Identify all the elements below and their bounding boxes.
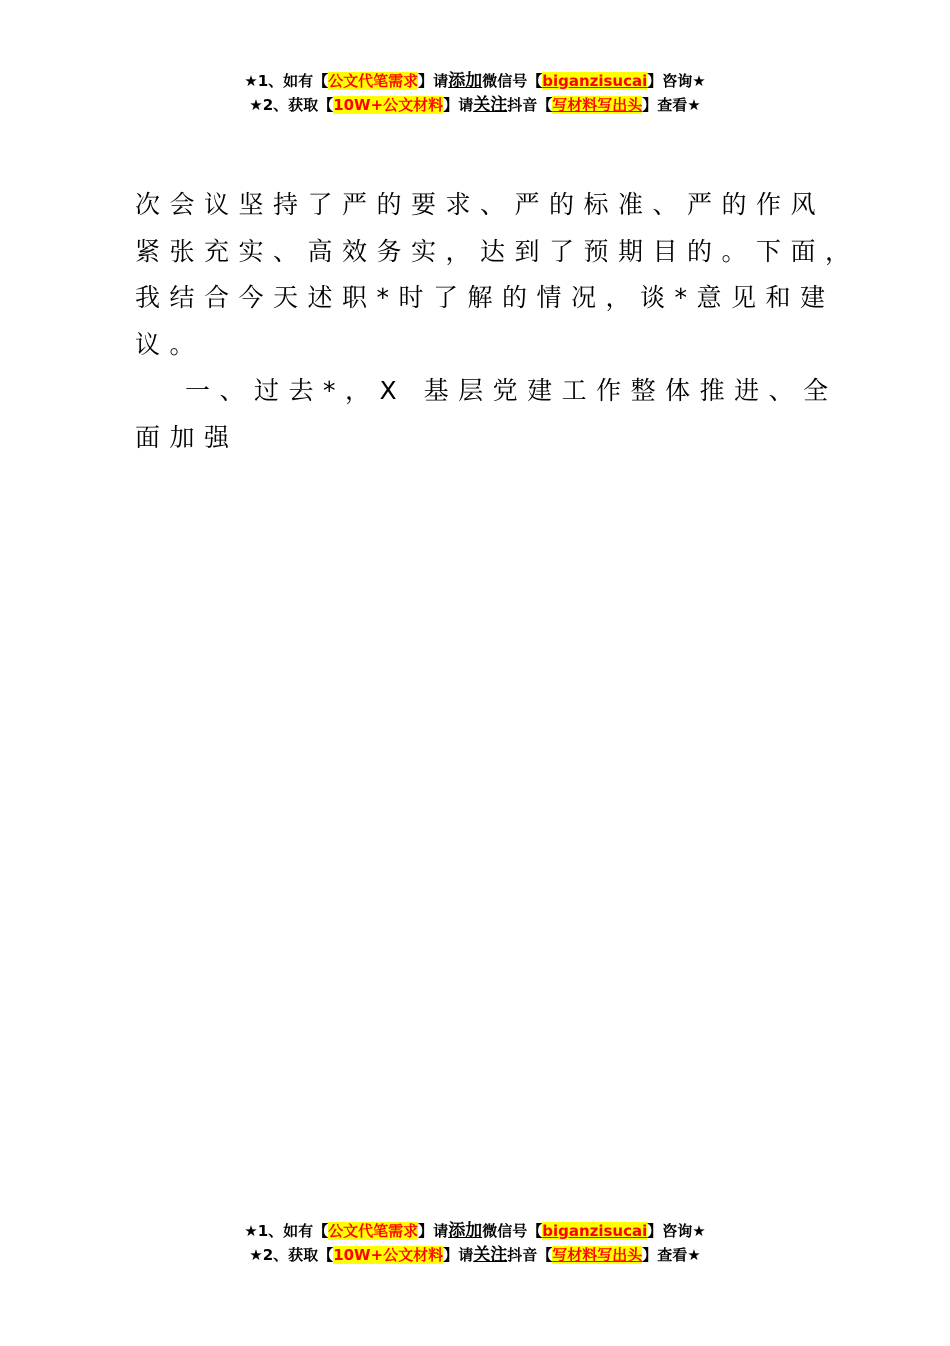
banner-text: 】请: [443, 96, 474, 114]
body-line-1: 次会议坚持了严的要求、严的标准、严的作风: [135, 190, 826, 219]
header-banner: [0, 69, 950, 117]
banner-text: 微信号【: [482, 1222, 543, 1240]
banner-text: 】咨询★: [647, 1222, 706, 1240]
banner-highlight: 10W+公文材料: [333, 1246, 444, 1264]
banner-text: 抖音【: [507, 96, 553, 114]
banner-text: ★1、如有【: [244, 72, 329, 90]
banner-douyin-name: 写材料写出头: [552, 96, 643, 114]
banner-text: 抖音【: [507, 1246, 553, 1264]
body-line-3: 我结合今天述职*时了解的情况，谈*意见和建: [135, 283, 835, 312]
body-line-2: 紧张充实、高效务实，达到了预期目的。下面，: [135, 236, 860, 266]
banner-text: 】请: [418, 1222, 449, 1240]
section-heading-1-cont: 面加强: [135, 422, 239, 452]
banner-line-2: [0, 93, 950, 117]
banner-text: 微信号【: [482, 72, 543, 90]
banner-line-2: [0, 1243, 950, 1267]
banner-text: 】请: [418, 72, 449, 90]
footer-banner: [0, 1219, 950, 1267]
banner-line-1: [0, 69, 950, 93]
section-heading-1: 一、过去*，X 基层党建工作整体推进、全: [185, 376, 838, 405]
banner-wechat-id: biganzisucai: [542, 1222, 648, 1240]
document-body: [135, 182, 860, 461]
banner-text: 】查看★: [642, 96, 701, 114]
banner-underlined: 关注: [473, 95, 508, 115]
banner-text: ★2、获取【: [249, 96, 334, 114]
banner-douyin-name: 写材料写出头: [552, 1246, 643, 1264]
banner-line-1: [0, 1219, 950, 1243]
banner-wechat-id: biganzisucai: [542, 72, 648, 90]
banner-text: 】查看★: [642, 1246, 701, 1264]
banner-underlined: 关注: [473, 1245, 508, 1265]
banner-text: 】咨询★: [647, 72, 706, 90]
banner-underlined: 添加: [448, 1221, 483, 1241]
banner-highlight: 10W+公文材料: [333, 96, 444, 114]
banner-highlight: 公文代笔需求: [328, 72, 419, 90]
body-line-4: 议。: [135, 329, 205, 359]
banner-highlight: 公文代笔需求: [328, 1222, 419, 1240]
banner-text: ★2、获取【: [249, 1246, 334, 1264]
banner-text: 】请: [443, 1246, 474, 1264]
banner-underlined: 添加: [448, 71, 483, 91]
banner-text: ★1、如有【: [244, 1222, 329, 1240]
